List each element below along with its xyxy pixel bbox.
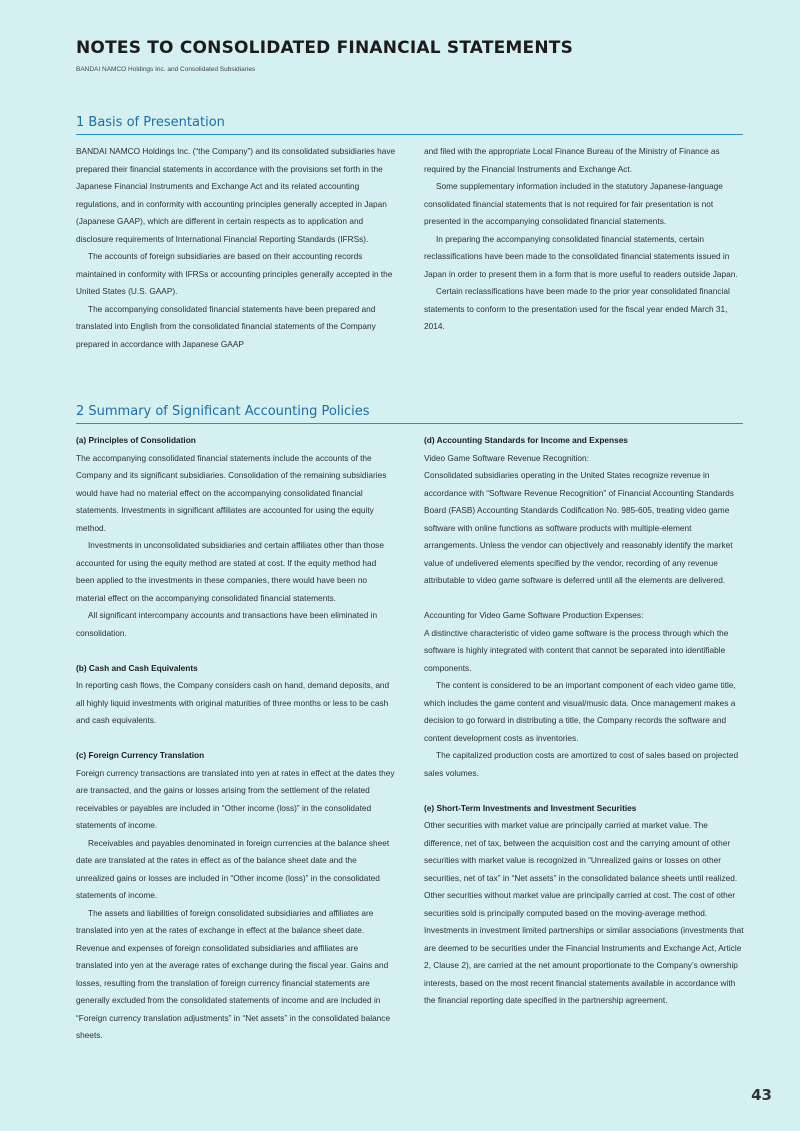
page-title: NOTES TO CONSOLIDATED FINANCIAL STATEMENTS: [76, 38, 574, 58]
subsection-b-title: (b) Cash and Cash Equivalents: [76, 662, 198, 673]
section-1-heading-text: 1 Basis of Presentation: [76, 115, 225, 130]
paragraph: The capitalized production costs are amortized to cost of sales based on projected sales volumes.: [424, 750, 739, 778]
subheading: Video Game Software Revenue Recognition:: [424, 452, 589, 463]
paragraph: Investments in unconsolidated subsidiaries and certain affiliates other than those accounted for using the equity method are stated at cost. If the equity method had been applied to the investments in these companies, there would have been no material effect on the accompanying consolidated financial statements.: [76, 540, 384, 603]
paragraph: In reporting cash flows, the Company considers cash on hand, demand deposits, and all highly liquid investments with original maturities of three months or less to be cash and cash equivalents.: [76, 680, 390, 725]
paragraph: A distinctive characteristic of video game software is the process through which the software is highly integrated with content that cannot be separated into identifiable components.: [424, 627, 729, 673]
subsection-c-title: (c) Foreign Currency Translation: [76, 750, 205, 760]
page-number: 43: [751, 1086, 772, 1104]
paragraph: Some supplementary information included in the statutory Japanese-language consolidated financial statements that is not required for fair presentation is not presented in the accompanying consolidated financial statements.: [424, 181, 723, 226]
paragraph: The accompanying consolidated financial statements include the accounts of the Company and its significant subsidiaries. Consolidation of the remaining subsidiaries would have had no material effect on the accompanying consolidated financial statements. Investments in significant affiliates are accounted for using the equity method.: [76, 452, 387, 533]
paragraph: Receivables and payables denominated in foreign currencies at the balance sheet date are translated at the rates in effect as of the balance sheet date and the unrealized gains or losses are included in “Other income (loss)” in the consolidated statements of income.: [76, 837, 390, 900]
page-subtitle: BANDAI NAMCO Holdings Inc. and Consolidated Subsidiaries: [76, 66, 256, 73]
section-2-heading-text: 2 Summary of Significant Accounting Policies: [76, 404, 370, 419]
subsection-d-title: (d) Accounting Standards for Income and Expenses: [424, 435, 628, 445]
section-2-heading: [76, 402, 743, 424]
subheading: Accounting for Video Game Software Production Expenses:: [424, 610, 644, 620]
subsection-a-title: (a) Principles of Consolidation: [76, 435, 196, 445]
section-1-right-column: [424, 143, 744, 336]
paragraph: BANDAI NAMCO Holdings Inc. (“the Company”) and its consolidated subsidiaries have prepared their financial statements in accordance with the provisions set forth in the Japanese Financial Instruments and Exchange Act and its related accounting regulations, and in conformity with accounting principles generally accepted in Japan (Japanese GAAP), which are different in certain respects as to application and disclosure requirements of International Financial Reporting Standards (IFRSs).: [76, 146, 396, 244]
paragraph: Certain reclassifications have been made to the prior year consolidated financial statements to conform to the presentation used for the fiscal year ended March 31, 2014.: [424, 286, 730, 331]
paragraph: The assets and liabilities of foreign consolidated subsidiaries and affiliates are translated into yen at the rates of exchange in effect at the balance sheet date. Revenue and expenses of foreign consolidated subsidiaries and affiliates are translated into yen at the average rates of exchange during the fiscal year. Gains and losses, resulting from the translation of foreign currency financial statements are generally excluded from the consolidated statements of income and are included in “Foreign currency translation adjustments” in “Net assets” in the consolidated balance sheets.: [76, 907, 391, 1040]
section-1-left-column: [76, 143, 396, 353]
paragraph: The content is considered to be an important component of each video game title, which includes the game content and visual/music data. Once management makes a decision to go forward in distributing a title, the Company records the software and content development costs as inventories.: [424, 680, 736, 743]
subsection-e-title: (e) Short-Term Investments and Investment Securities: [424, 802, 637, 813]
paragraph: In preparing the accompanying consolidated financial statements, certain reclassifications have been made to the consolidated financial statements issued in Japan in order to present them in a form that is more useful to readers outside Japan.: [424, 233, 738, 279]
section-2-left-column: [76, 432, 396, 1045]
section-1-heading: [76, 113, 743, 135]
paragraph: The accounts of foreign subsidiaries are based on their accounting records maintained in conformity with IFRSs or accounting principles generally accepted in the United States (U.S. GAAP).: [76, 251, 393, 296]
paragraph: Foreign currency transactions are translated into yen at rates in effect at the dates they are transacted, and the gains or losses arising from the settlement of the related receivables or payables are included in “Other income (loss)” in the consolidated statements of income.: [76, 767, 395, 830]
paragraph: The accompanying consolidated financial statements have been prepared and translated into English from the consolidated financial statements of the Company prepared in accordance with Japanese GAAP: [76, 303, 376, 349]
paragraph: Consolidated subsidiaries operating in the United States recognize revenue in accordance with “Software Revenue Recognition” of Financial Accounting Standards Board (FASB) Accounting Standards Codification No. 985-605, treating video game software with online functions as software products with multiple-element arrangements. Unless the vendor can objectively and reasonably identify the market value of undelivered elements specified by the vendor, recording of any revenue attributable to video game software is deferred until all the elements are delivered.: [424, 470, 734, 585]
section-2-right-column: [424, 432, 744, 1010]
paragraph: All significant intercompany accounts and transactions have been eliminated in consolidation.: [76, 610, 378, 638]
paragraph: Other securities with market value are principally carried at market value. The difference, net of tax, between the acquisition cost and the carrying amount of other securities with market value is recognized in “Unrealized gains or losses on other securities, net of tax” in “Net assets” in the consolidated balance sheets until realized. Other securities without market value are principally carried at cost. The cost of other securities sold is principally computed based on the moving-average method. Investments in investment limited partnerships or similar associations (investments that are deemed to be securities under the Financial Instruments and Exchange Act, Article 2, Clause 2), are carried at the net amount proportionate to the Company’s ownership interests, based on the most recent financial statements available in accordance with the financial reporting date specified in the partnership agreement.: [424, 820, 744, 1005]
paragraph: and filed with the appropriate Local Finance Bureau of the Ministry of Finance as required by the Financial Instruments and Exchange Act.: [424, 146, 720, 174]
